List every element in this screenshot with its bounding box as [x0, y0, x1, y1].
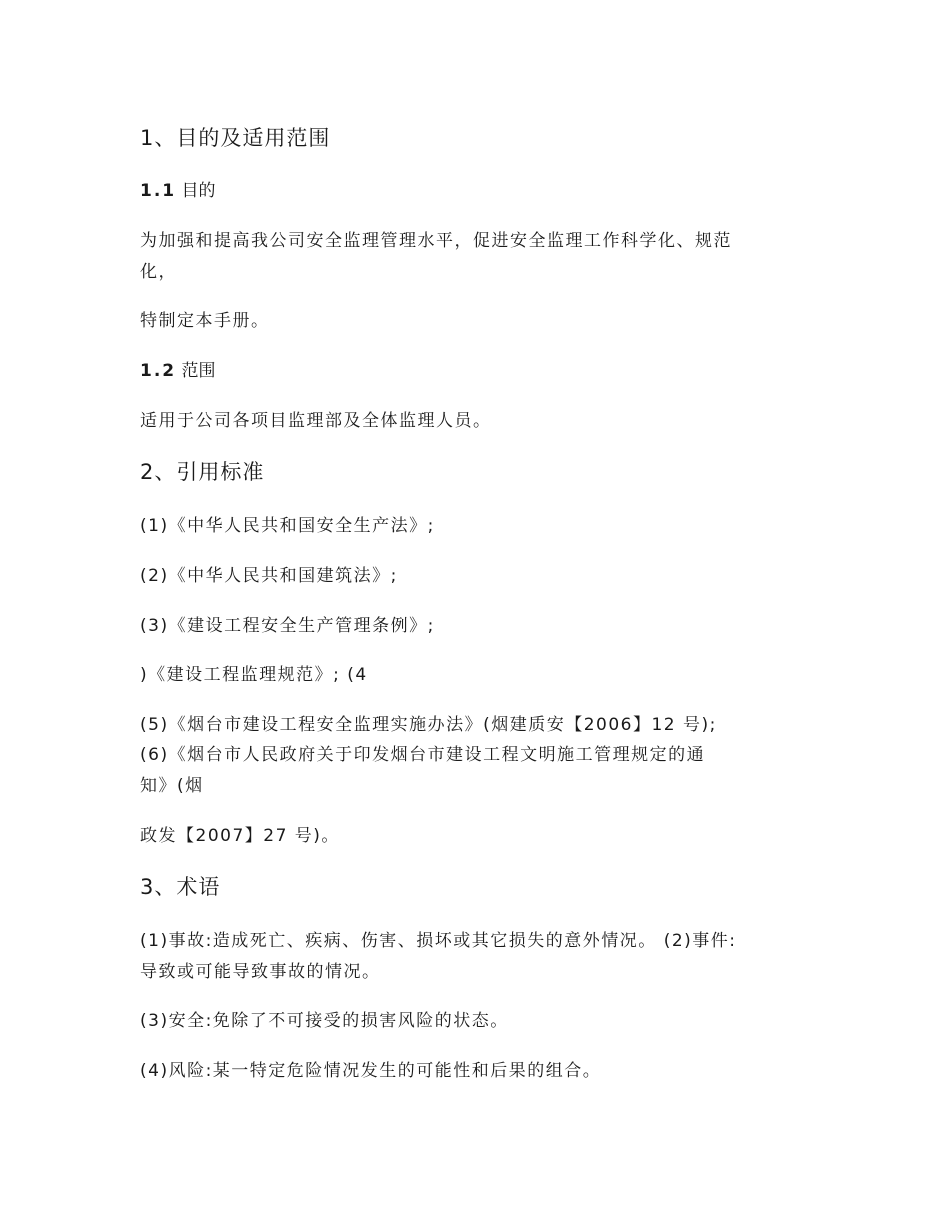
subsection-1-2-title: 范围 — [181, 361, 216, 381]
section-1-heading: 1、目的及适用范围 — [140, 126, 331, 150]
section-3-heading: 3、术语 — [140, 875, 221, 899]
reference-item: )《建设工程监理规范》; (4 — [140, 665, 368, 685]
subsection-1-1-heading — [140, 176, 216, 201]
reference-item: 知》(烟 — [140, 776, 204, 796]
subsection-1-1-number: 1.1 — [140, 181, 177, 201]
section-2-heading: 2、引用标准 — [140, 460, 265, 484]
reference-item: 政发【2007】27 号)。 — [140, 826, 340, 846]
paragraph-scope: 适用于公司各项目监理部及全体监理人员。 — [140, 411, 492, 431]
subsection-1-2-number: 1.2 — [140, 361, 177, 381]
paragraph-purpose-line-2: 化， — [140, 262, 177, 282]
reference-item: (5)《烟台市建设工程安全监理实施办法》(烟建质安【2006】12 号); — [140, 715, 717, 735]
term-item: (4)风险:某一特定危险情况发生的可能性和后果的组合。 — [140, 1061, 602, 1081]
reference-item: (1)《中华人民共和国安全生产法》; — [140, 516, 435, 536]
subsection-1-1-title: 目的 — [181, 181, 216, 201]
paragraph-purpose-line-3: 特制定本手册。 — [140, 311, 270, 331]
reference-item: (6)《烟台市人民政府关于印发烟台市建设工程文明施工管理规定的通 — [140, 745, 706, 765]
term-item: (1)事故:造成死亡、疾病、伤害、损坏或其它损失的意外情况。 (2)事件: — [140, 931, 737, 951]
reference-item: (2)《中华人民共和国建筑法》; — [140, 566, 398, 586]
paragraph-purpose-line-1: 为加强和提高我公司安全监理管理水平，促进安全监理工作科学化、规范 — [140, 231, 732, 251]
subsection-1-2-heading — [140, 356, 216, 381]
term-item: (3)安全:免除了不可接受的损害风险的状态。 — [140, 1011, 509, 1031]
term-item: 导致或可能导致事故的情况。 — [140, 962, 381, 982]
reference-item: (3)《建设工程安全生产管理条例》; — [140, 616, 435, 636]
